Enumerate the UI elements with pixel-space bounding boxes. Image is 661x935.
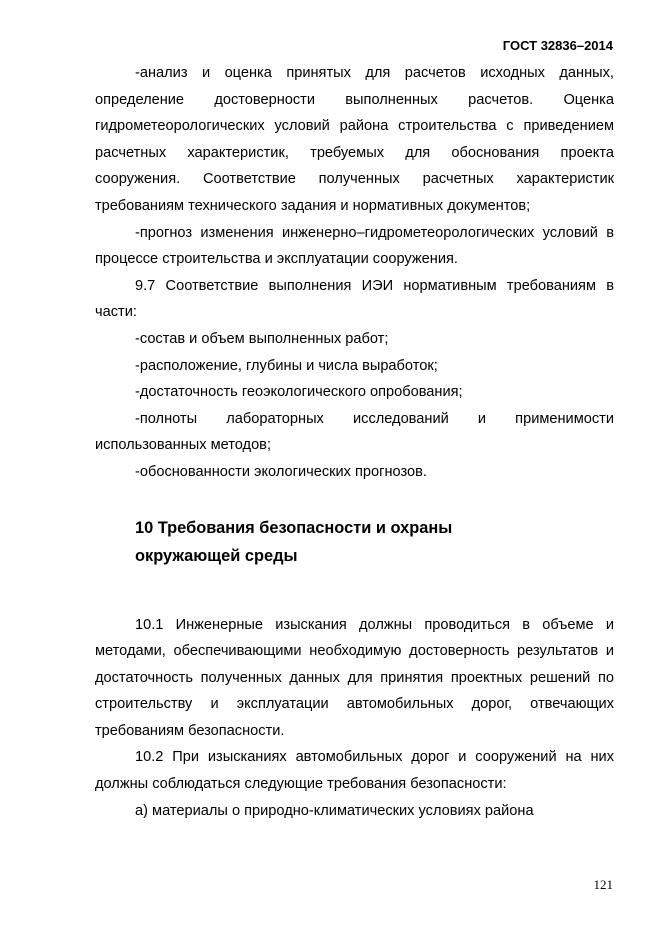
paragraph: 10.2 При изысканиях автомобильных дорог и сооружений на них должны соблюдаться следующие требования безопасности: (95, 749, 614, 793)
spacer (95, 570, 614, 612)
paragraph: -обоснованности экологических прогнозов. (135, 463, 427, 480)
paragraph: -анализ и оценка принятых для расчетов исходных данных, определение достоверности выполненных расчетов. Оценка гидрометеорологических условий района строительства с приведением расчетных характеристик, требуемых для обоснования проекта сооружения. Соответствие полученных расчетных характеристик требованиям технического задания и нормативных документов; (95, 65, 614, 214)
page-number: 121 (593, 877, 613, 892)
paragraph: -расположение, глубины и числа выработок; (135, 357, 438, 374)
section-heading-continued: окружающей среды (135, 546, 298, 565)
paragraph: а) материалы о природно-климатических условиях района (135, 802, 534, 819)
section-heading: 10 Требования безопасности и охраны (135, 518, 453, 537)
document-id-header: ГОСТ 32836–2014 (502, 38, 613, 53)
body-text (95, 60, 614, 824)
paragraph: -прогноз изменения инженерно–гидрометеорологических условий в процессе строительства и эксплуатации сооружения. (95, 224, 614, 268)
paragraph: -достаточность геоэкологического опробования; (135, 384, 463, 401)
paragraph: 10.1 Инженерные изыскания должны проводиться в объеме и методами, обеспечивающими необходимую достоверность результатов и достаточность полученных данных для принятия проектных решений по строительству и эксплуатации автомобильных дорог, отвечающих требованиям безопасности. (95, 616, 614, 739)
paragraph: -полноты лабораторных исследований и применимости использованных методов; (95, 410, 614, 454)
paragraph: -состав и объем выполненных работ; (135, 330, 389, 347)
paragraph: 9.7 Соответствие выполнения ИЭИ нормативным требованиям в части: (95, 277, 614, 321)
